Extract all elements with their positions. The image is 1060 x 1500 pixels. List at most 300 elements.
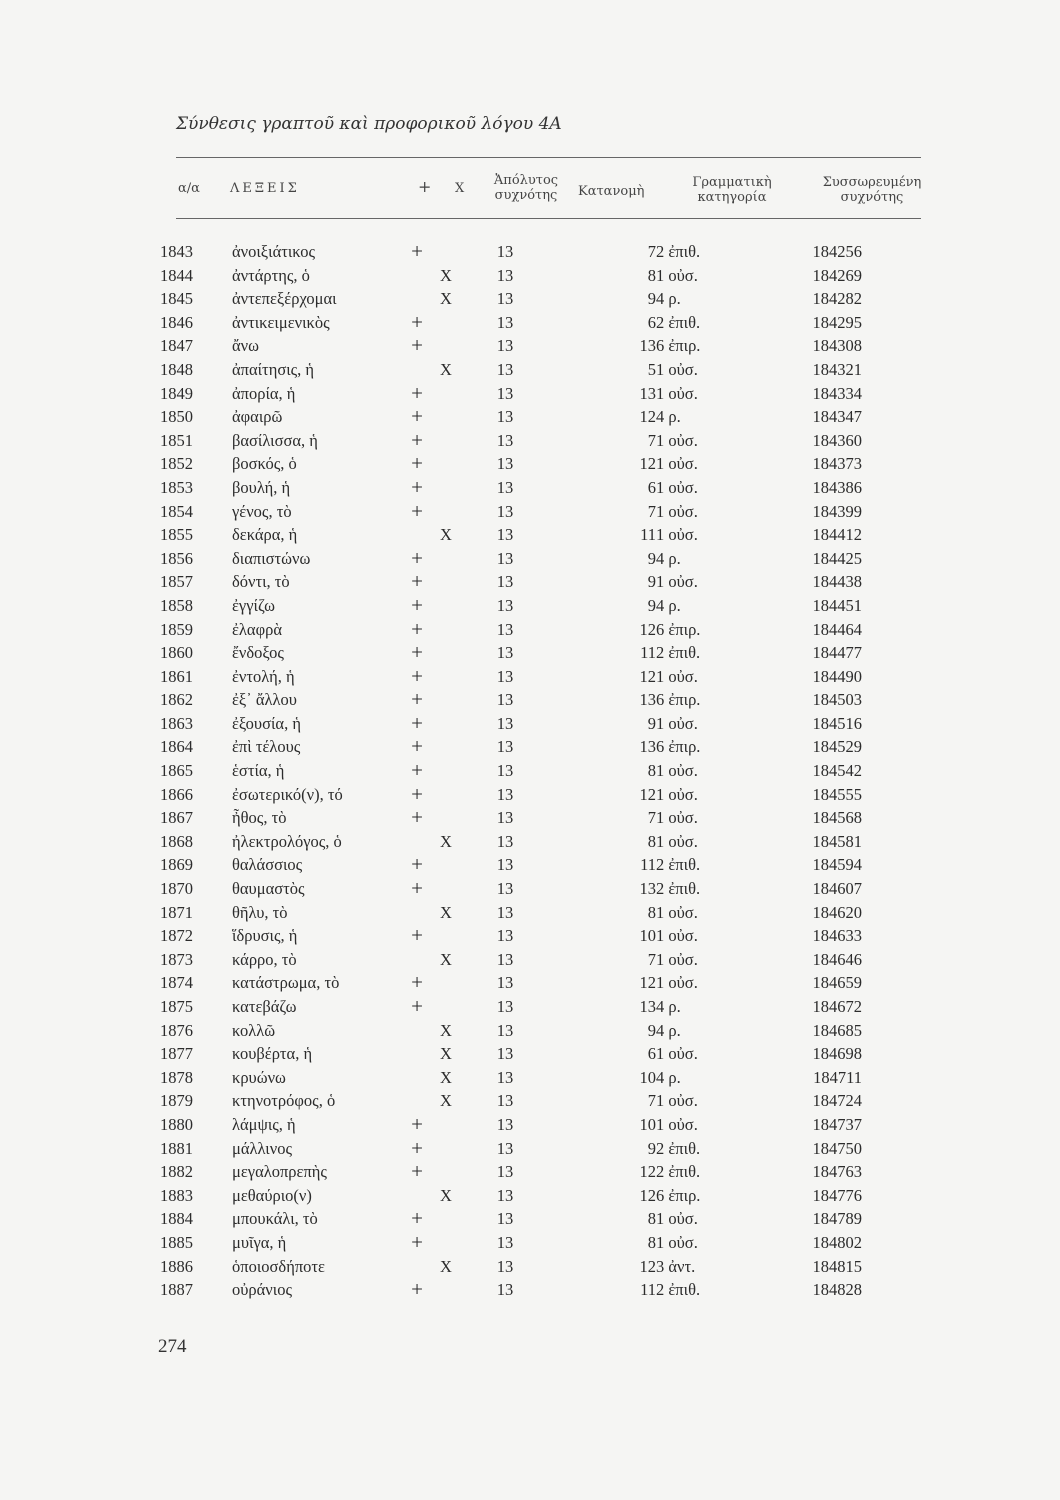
cell-grammatical-category: 1 οὐσ. (656, 1114, 698, 1134)
cell-absolute-frequency: 13 (496, 312, 514, 332)
cell-word: κατεβάζω (232, 997, 297, 1016)
table-row (160, 1019, 862, 1043)
cell-grammatical-category: 2 ἐπιθ. (656, 855, 701, 875)
cell-grammatical-category: 1 οὐσ. (656, 359, 698, 379)
table-row (160, 1066, 862, 1090)
cell-x-mark (432, 405, 460, 429)
header-cumulative-frequency-line1: Συσσωρευμένη (822, 175, 922, 190)
cell-word: ἀπαίτησις, ἡ (232, 359, 315, 379)
cell-distribution: 10 (639, 1067, 656, 1087)
cell-cumulative-frequency: 184542 (812, 761, 862, 781)
cell-row-number: 1882 (160, 1162, 193, 1182)
cell-row-number: 1885 (160, 1232, 193, 1252)
cell-row-number: 1869 (160, 855, 193, 875)
cell-absolute-frequency: 13 (496, 926, 514, 946)
cell-cumulative-frequency: 184789 (812, 1209, 862, 1229)
cell-cumulative-frequency: 184399 (812, 501, 862, 521)
cell-row-number: 1852 (160, 454, 193, 474)
cell-word: κουβέρτα, ἡ (232, 1044, 313, 1064)
cell-plus-mark: + (411, 380, 423, 405)
cell-word: ἐντολή, ἡ (232, 666, 295, 686)
cell-x-mark (432, 1137, 460, 1161)
header-absolute-frequency-line2: συχνότης (494, 188, 558, 203)
cell-plus-mark (402, 1089, 432, 1113)
cell-cumulative-frequency: 184464 (812, 619, 862, 639)
cell-grammatical-category: 1 οὐσ. (656, 477, 698, 497)
cell-x-mark (432, 641, 460, 665)
cell-word: μεθαύριο(ν) (232, 1185, 312, 1205)
header-grammatical-category-line2: κατηγορία (697, 190, 767, 205)
cell-row-number: 1846 (160, 312, 193, 332)
cell-plus-mark: + (411, 545, 423, 570)
cell-distribution: 12 (639, 1256, 656, 1276)
cell-distribution: 9 (647, 572, 656, 592)
cell-absolute-frequency: 13 (496, 643, 514, 663)
cell-grammatical-category: 4 ρ. (656, 289, 681, 309)
cell-distribution: 12 (639, 784, 656, 804)
cell-x-mark (432, 665, 460, 689)
cell-cumulative-frequency: 184438 (812, 572, 862, 592)
cell-word: ἔνδοξος (232, 643, 284, 663)
cell-plus-mark (402, 948, 432, 972)
cell-word: ἐσωτερικό(ν), τό (232, 784, 343, 804)
cell-plus-mark: + (411, 451, 423, 476)
header-cumulative-frequency-line2: συχνότης (840, 190, 904, 205)
cell-grammatical-category: 1 οὐσ. (656, 784, 698, 804)
cell-row-number: 1880 (160, 1114, 193, 1134)
cell-row-number: 1868 (160, 831, 193, 851)
cell-distribution: 7 (647, 501, 656, 521)
table-row (160, 1089, 862, 1113)
cell-grammatical-category: 1 οὐσ. (656, 1044, 698, 1064)
cell-cumulative-frequency: 184672 (812, 997, 862, 1016)
cell-plus-mark (402, 287, 432, 311)
cell-absolute-frequency: 13 (496, 902, 514, 922)
cell-distribution: 8 (647, 1209, 656, 1229)
cell-row-number: 1865 (160, 761, 193, 781)
cell-cumulative-frequency: 184737 (812, 1114, 862, 1134)
cell-plus-mark: + (411, 640, 423, 665)
cell-grammatical-category: 6 ἐπιρ. (656, 690, 701, 710)
cell-absolute-frequency: 13 (496, 1232, 514, 1252)
table-row (160, 240, 862, 264)
cell-cumulative-frequency: 184659 (812, 973, 862, 993)
table-row (160, 264, 862, 288)
cell-plus-mark: + (411, 852, 423, 877)
cell-distribution: 13 (639, 690, 656, 710)
cell-grammatical-category: 6 ἐπιρ. (656, 336, 701, 356)
cell-cumulative-frequency: 184529 (812, 737, 862, 757)
cell-x-mark (432, 311, 460, 335)
cell-distribution: 6 (647, 312, 656, 332)
cell-absolute-frequency: 13 (496, 359, 514, 379)
cell-grammatical-category: 1 οὐσ. (656, 501, 698, 521)
cell-absolute-frequency: 13 (496, 407, 514, 427)
cell-distribution: 12 (639, 619, 656, 639)
cell-grammatical-category: 1 οὐσ. (656, 383, 698, 403)
cell-grammatical-category: 1 οὐσ. (656, 1232, 698, 1252)
cell-row-number: 1863 (160, 713, 193, 733)
cell-row-number: 1862 (160, 690, 193, 710)
cell-cumulative-frequency: 184607 (812, 879, 862, 899)
cell-row-number: 1857 (160, 572, 193, 592)
cell-word: κολλῶ (232, 1020, 276, 1040)
cell-row-number: 1879 (160, 1091, 193, 1111)
cell-word: οὐράνιος (232, 1280, 292, 1300)
cell-absolute-frequency: 13 (496, 548, 514, 568)
cell-row-number: 1887 (160, 1280, 193, 1300)
table-body (160, 240, 862, 1302)
cell-x-mark: Χ (440, 1185, 452, 1205)
cell-word: ἀντάρτης, ὁ (232, 265, 310, 285)
cell-word: θῆλυ, τὸ (232, 902, 288, 922)
cell-x-mark: Χ (440, 831, 452, 851)
cell-cumulative-frequency: 184490 (812, 666, 862, 686)
cell-distribution: 13 (639, 336, 656, 356)
cell-word: μάλλινος (232, 1138, 292, 1158)
cell-word: μυῖγα, ἡ (232, 1232, 287, 1252)
cell-grammatical-category: 1 οὐσ. (656, 430, 698, 450)
cell-plus-mark: + (411, 876, 423, 901)
cell-word: κάρρο, τὸ (232, 949, 297, 969)
cell-word: ἐξ᾽ ἄλλου (232, 690, 297, 710)
cell-grammatical-category: 2 ἐπιθ. (656, 879, 701, 899)
cell-word: ὁποιοσδήποτε (232, 1256, 325, 1276)
cell-grammatical-category: 1 οὐσ. (656, 454, 698, 474)
table-row (160, 1137, 862, 1161)
table-row (160, 901, 862, 925)
cell-cumulative-frequency: 184568 (812, 808, 862, 828)
cell-distribution: 10 (639, 1114, 656, 1134)
table-row (160, 618, 862, 642)
cell-word: διαπιστώνω (232, 548, 311, 568)
cell-row-number: 1855 (160, 525, 193, 545)
cell-absolute-frequency: 13 (496, 784, 514, 804)
cell-grammatical-category: 1 οὐσ. (656, 808, 698, 828)
cell-absolute-frequency: 13 (496, 289, 514, 309)
table-row (160, 1207, 862, 1231)
cell-cumulative-frequency: 184269 (812, 265, 862, 285)
cell-word: ἄνω (232, 336, 259, 356)
cell-word: ἀντικειμενικὸς (232, 312, 330, 332)
cell-x-mark (432, 783, 460, 807)
cell-plus-mark: + (411, 781, 423, 806)
table-row (160, 476, 862, 500)
cell-plus-mark: + (411, 1206, 423, 1231)
cell-grammatical-category: 1 οὐσ. (656, 1209, 698, 1229)
table-row (160, 1278, 862, 1302)
cell-cumulative-frequency: 184815 (812, 1256, 862, 1276)
cell-grammatical-category: 1 οὐσ. (656, 713, 698, 733)
table-row (160, 759, 862, 783)
cell-distribution: 13 (639, 997, 656, 1016)
cell-grammatical-category: 1 οὐσ. (656, 926, 698, 946)
cell-plus-mark: + (411, 1229, 423, 1254)
table-row (160, 452, 862, 476)
header-distribution: Κατανομὴ (578, 184, 645, 199)
cell-word: βασίλισσα, ἡ (232, 430, 318, 450)
cell-absolute-frequency: 13 (496, 454, 514, 474)
cell-cumulative-frequency: 184477 (812, 643, 862, 663)
table-row (160, 806, 862, 830)
table-row (160, 429, 862, 453)
cell-word: κρυώνω (232, 1067, 286, 1087)
cell-plus-mark (402, 1019, 432, 1043)
cell-grammatical-category: 4 ρ. (656, 997, 681, 1016)
cell-absolute-frequency: 13 (496, 1020, 514, 1040)
cell-absolute-frequency: 13 (496, 973, 514, 993)
cell-distribution: 9 (647, 289, 656, 309)
cell-word: ἀνοιξιάτικος (232, 242, 316, 261)
page-number: 274 (158, 1336, 187, 1357)
cell-plus-mark: + (411, 616, 423, 641)
table-row (160, 641, 862, 665)
cell-grammatical-category: 2 ἐπιθ. (656, 1138, 701, 1158)
header-plus: + (418, 177, 432, 196)
cell-absolute-frequency: 13 (496, 737, 514, 757)
cell-distribution: 12 (639, 1185, 656, 1205)
cell-distribution: 8 (647, 902, 656, 922)
cell-x-mark (432, 853, 460, 877)
cell-distribution: 12 (639, 666, 656, 686)
cell-grammatical-category: 4 ρ. (656, 1020, 681, 1040)
cell-absolute-frequency: 13 (496, 997, 514, 1016)
cell-row-number: 1872 (160, 926, 193, 946)
table-row (160, 924, 862, 948)
cell-cumulative-frequency: 184412 (812, 525, 862, 545)
cell-word: θαυμαστὸς (232, 879, 305, 899)
cell-row-number: 1859 (160, 619, 193, 639)
cell-distribution: 13 (639, 383, 656, 403)
table-row (160, 382, 862, 406)
cell-distribution: 12 (639, 973, 656, 993)
cell-row-number: 1884 (160, 1209, 193, 1229)
cell-cumulative-frequency: 184685 (812, 1020, 862, 1040)
cell-absolute-frequency: 13 (496, 855, 514, 875)
cell-distribution: 13 (639, 737, 656, 757)
cell-cumulative-frequency: 184451 (812, 595, 862, 615)
table-row (160, 523, 862, 547)
cell-row-number: 1845 (160, 289, 193, 309)
cell-x-mark (432, 971, 460, 995)
cell-word: ἐλαφρὰ (232, 619, 282, 639)
table-row (160, 570, 862, 594)
cell-row-number: 1850 (160, 407, 193, 427)
cell-x-mark (432, 759, 460, 783)
cell-distribution: 8 (647, 265, 656, 285)
cell-word: δόντι, τὸ (232, 572, 290, 592)
cell-absolute-frequency: 13 (496, 1067, 514, 1087)
cell-absolute-frequency: 13 (496, 525, 514, 545)
cell-row-number: 1871 (160, 902, 193, 922)
page-title: Σύνθεσις γραπτοῦ καὶ προφορικοῦ λόγου 4Α (176, 114, 562, 134)
cell-grammatical-category: 4 ρ. (656, 1067, 681, 1087)
cell-word: ἠλεκτρολόγος, ὁ (232, 831, 342, 851)
cell-x-mark (432, 877, 460, 901)
cell-word: μπουκάλι, τὸ (232, 1209, 318, 1229)
table-row (160, 712, 862, 736)
cell-distribution: 9 (647, 713, 656, 733)
cell-distribution: 7 (647, 1091, 656, 1111)
cell-cumulative-frequency: 184581 (812, 831, 862, 851)
cell-plus-mark: + (411, 498, 423, 523)
cell-distribution: 9 (647, 1020, 656, 1040)
cell-row-number: 1853 (160, 477, 193, 497)
cell-row-number: 1851 (160, 430, 193, 450)
cell-absolute-frequency: 13 (496, 1209, 514, 1229)
cell-plus-mark: + (411, 923, 423, 948)
cell-plus-mark (402, 830, 432, 854)
cell-absolute-frequency: 13 (496, 383, 514, 403)
cell-plus-mark: + (411, 1111, 423, 1136)
table-row (160, 1184, 862, 1208)
cell-x-mark: Χ (440, 1020, 452, 1040)
cell-plus-mark: + (411, 404, 423, 429)
cell-cumulative-frequency: 184295 (812, 312, 862, 332)
cell-word: ἀφαιρῶ (232, 407, 283, 427)
cell-x-mark (432, 688, 460, 712)
cell-cumulative-frequency: 184698 (812, 1044, 862, 1064)
cell-x-mark (432, 735, 460, 759)
cell-x-mark (432, 995, 460, 1019)
table-row (160, 287, 862, 311)
cell-absolute-frequency: 13 (496, 1256, 514, 1276)
cell-absolute-frequency: 13 (496, 1280, 514, 1300)
cell-row-number: 1878 (160, 1067, 193, 1087)
cell-row-number: 1856 (160, 548, 193, 568)
cell-absolute-frequency: 13 (496, 242, 514, 261)
cell-x-mark (432, 806, 460, 830)
cell-grammatical-category: 1 οὐσ. (656, 761, 698, 781)
cell-plus-mark: + (411, 569, 423, 594)
cell-word: ἐπὶ τέλους (232, 737, 301, 757)
cell-word: θαλάσσιος (232, 855, 303, 875)
cell-x-mark (432, 334, 460, 358)
cell-grammatical-category: 1 οὐσ. (656, 902, 698, 922)
cell-grammatical-category: 1 οὐσ. (656, 572, 698, 592)
cell-x-mark (432, 476, 460, 500)
cell-row-number: 1860 (160, 643, 193, 663)
cell-cumulative-frequency: 184425 (812, 548, 862, 568)
table-row (160, 1113, 862, 1137)
cell-row-number: 1844 (160, 265, 193, 285)
cell-distribution: 9 (647, 548, 656, 568)
cell-plus-mark: + (411, 663, 423, 688)
cell-absolute-frequency: 13 (496, 336, 514, 356)
cell-grammatical-category: 4 ρ. (656, 595, 681, 615)
cell-row-number: 1866 (160, 784, 193, 804)
table-row (160, 594, 862, 618)
table-row (160, 547, 862, 571)
cell-cumulative-frequency: 184360 (812, 430, 862, 450)
cell-distribution: 12 (639, 1162, 656, 1182)
cell-grammatical-category: 1 οὐσ. (656, 265, 698, 285)
cell-grammatical-category: 1 οὐσ. (656, 949, 698, 969)
cell-plus-mark: + (411, 734, 423, 759)
cell-cumulative-frequency: 184334 (812, 383, 862, 403)
cell-row-number: 1861 (160, 666, 193, 686)
cell-word: ἵδρυσις, ἡ (232, 926, 298, 946)
table-row (160, 830, 862, 854)
cell-x-mark: Χ (440, 359, 452, 379)
cell-x-mark (432, 1160, 460, 1184)
cell-plus-mark (402, 1042, 432, 1066)
cell-grammatical-category: 1 οὐσ. (656, 666, 698, 686)
cell-row-number: 1873 (160, 949, 193, 969)
table-row (160, 735, 862, 759)
cell-cumulative-frequency: 184750 (812, 1138, 862, 1158)
cell-word: ἐξουσία, ἡ (232, 713, 301, 733)
header-grammatical-category-line1: Γραμματικὴ (692, 175, 772, 190)
table-row (160, 405, 862, 429)
cell-absolute-frequency: 13 (496, 949, 514, 969)
cell-x-mark (432, 547, 460, 571)
cell-plus-mark: + (411, 333, 423, 358)
cell-plus-mark (402, 264, 432, 288)
header-absolute-frequency (488, 173, 564, 203)
cell-grammatical-category: 2 ἐπιθ. (656, 242, 701, 261)
cell-x-mark (432, 240, 460, 264)
header-top-rule (176, 157, 921, 158)
cell-grammatical-category: 2 ἐπιθ. (656, 1280, 701, 1300)
cell-row-number: 1843 (160, 242, 193, 261)
cell-distribution: 7 (647, 949, 656, 969)
cell-grammatical-category: 1 οὐσ. (656, 831, 698, 851)
cell-absolute-frequency: 13 (496, 265, 514, 285)
table-row (160, 688, 862, 712)
cell-distribution: 7 (647, 430, 656, 450)
cell-cumulative-frequency: 184802 (812, 1232, 862, 1252)
word-frequency-table (160, 240, 862, 1302)
cell-x-mark: Χ (440, 902, 452, 922)
cell-word: ἑστία, ἡ (232, 761, 285, 781)
table-row (160, 1255, 862, 1279)
cell-x-mark (432, 712, 460, 736)
cell-row-number: 1874 (160, 973, 193, 993)
cell-absolute-frequency: 13 (496, 761, 514, 781)
cell-grammatical-category: 4 ρ. (656, 548, 681, 568)
cell-cumulative-frequency: 184386 (812, 477, 862, 497)
cell-absolute-frequency: 13 (496, 430, 514, 450)
cell-cumulative-frequency: 184373 (812, 454, 862, 474)
table-row (160, 311, 862, 335)
cell-distribution: 6 (647, 477, 656, 497)
cell-grammatical-category: 1 οὐσ. (656, 525, 698, 545)
cell-x-mark: Χ (440, 265, 452, 285)
cell-absolute-frequency: 13 (496, 1091, 514, 1111)
cell-absolute-frequency: 13 (496, 1185, 514, 1205)
cell-x-mark: Χ (440, 289, 452, 309)
cell-distribution: 5 (647, 359, 656, 379)
table-row (160, 1042, 862, 1066)
cell-grammatical-category: 1 οὐσ. (656, 1091, 698, 1111)
cell-distribution: 9 (647, 595, 656, 615)
cell-distribution: 9 (647, 1138, 656, 1158)
cell-x-mark: Χ (440, 1067, 452, 1087)
cell-distribution: 12 (639, 407, 656, 427)
cell-x-mark: Χ (440, 1044, 452, 1064)
cell-x-mark (432, 382, 460, 406)
cell-cumulative-frequency: 184646 (812, 949, 862, 969)
cell-distribution: 7 (647, 242, 656, 261)
table-row (160, 877, 862, 901)
cell-cumulative-frequency: 184711 (813, 1067, 862, 1087)
cell-cumulative-frequency: 184308 (812, 336, 862, 356)
cell-grammatical-category: 4 ρ. (656, 407, 681, 427)
cell-distribution: 11 (640, 855, 656, 875)
cell-word: γένος, τὸ (232, 501, 292, 521)
cell-cumulative-frequency: 184620 (812, 902, 862, 922)
